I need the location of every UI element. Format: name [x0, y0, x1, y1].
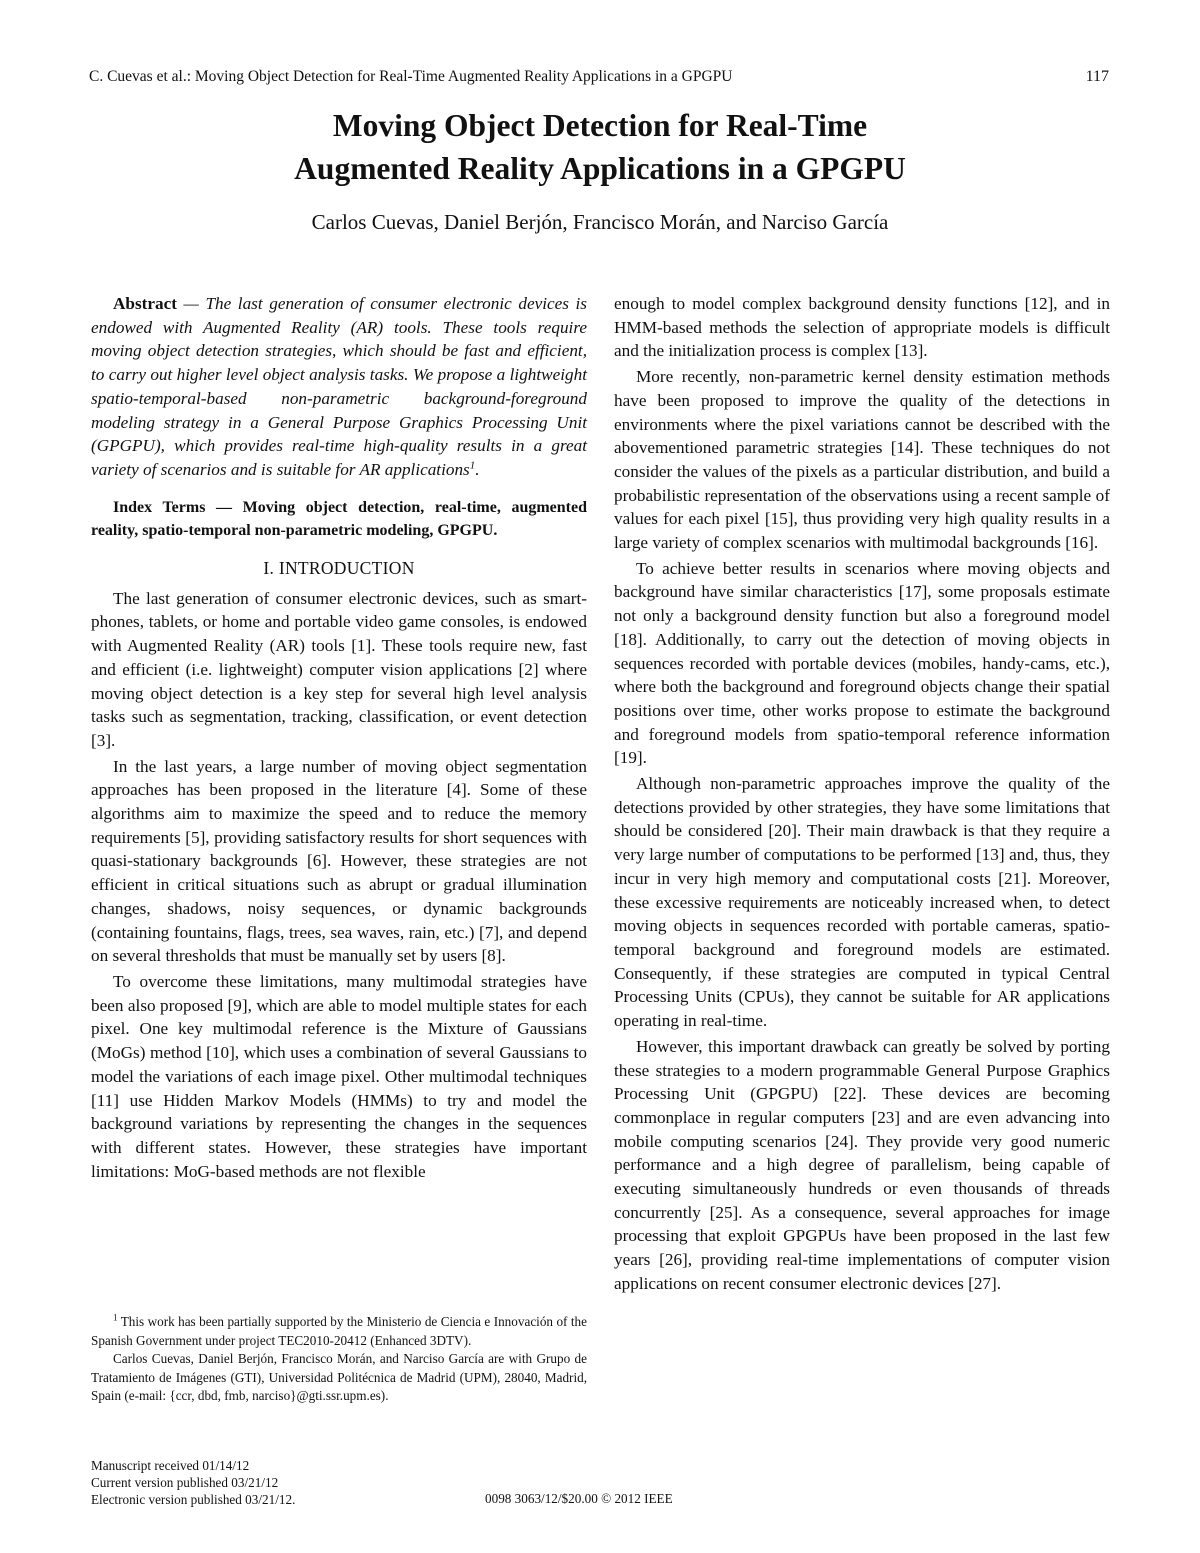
- index-terms: Index Terms — Moving object detection, real-time, augmented reality, spatio-temporal non-parametric modeling, GPGPU.: [91, 498, 587, 540]
- abstract-dash: —: [176, 294, 206, 313]
- abstract-end: .: [475, 459, 480, 479]
- section-heading-introduction: I. INTRODUCTION: [263, 558, 415, 579]
- body-paragraph: In the last years, a large number of moving object segmentation approaches has been proposed in the literature [4]. Some of these algorithms aim to maximize the speed and to reduce the memory requirements [5], providing satisfactory results for short sequences with quasi-stationary backgrounds [6]. However, these strategies are not efficient in critical situations such as abrupt or gradual illumination changes, shadows, noisy sequences, or dynamic backgrounds (containing fountains, flags, trees, sea waves, rain, etc.) [7], and depend on several thresholds that must be manually set by users [8].: [91, 756, 587, 966]
- body-paragraph: To achieve better results in scenarios where moving objects and background have similar characteristics [17], some proposals estimate not only a background density function but also a foreground model [18]. Additionally, to carry out the detection of moving objects in sequences recorded with portable devices (mobiles, handy-cams, etc.), where both the background and foreground objects change their spatial positions over time, other works propose to estimate the background and foreground models from spatio-temporal reference information [19].: [614, 558, 1110, 768]
- copyright-line: 0098 3063/12/$20.00 © 2012 IEEE: [485, 1491, 673, 1506]
- page-number: 117: [1085, 68, 1109, 85]
- abstract-label: Abstract: [113, 294, 177, 313]
- footnote-affiliation: Carlos Cuevas, Daniel Berjón, Francisco Morán, and Narciso García are with Grupo de Tratamiento de Imágenes (GTI), Universidad Politécnica de Madrid (UPM), 28040, Madrid, Spain (e-mail: {ccr, dbd, fmb, narciso}@gti.ssr.upm.es).: [91, 1351, 587, 1403]
- body-paragraph: However, this important drawback can greatly be solved by porting these strategies to a modern programmable General Purpose Graphics Processing Unit (GPGPU) [22]. These devices are becoming commonplace in regular computers [23] and are even advancing into mobile computing scenarios [24]. They provide very good numeric performance and a high degree of parallelism, being capable of executing simultaneously hundreds or even thousands of threads concurrently [25]. As a consequence, several approaches for image processing that exploit GPGPUs have been proposed in the last few years [26], providing real-time implementations of computer vision applications on recent consumer electronic devices [27].: [614, 1036, 1110, 1293]
- author-list: Carlos Cuevas, Daniel Berjón, Francisco Morán, and Narciso García: [311, 210, 889, 234]
- left-column: [91, 292, 587, 1183]
- right-column: [614, 292, 1110, 1296]
- running-head: [89, 68, 1109, 90]
- running-head-text: C. Cuevas et al.: Moving Object Detection for Real-Time Augmented Reality Applications in a GPGPU: [89, 68, 733, 85]
- body-paragraph: enough to model complex background density functions [12], and in HMM-based methods the selection of appropriate models is difficult and the initialization process is complex [13].: [614, 294, 1110, 361]
- paper-title: [0, 104, 1200, 190]
- abstract-footnote-mark: 1: [469, 459, 476, 472]
- footnote-1-text: This work has been partially supported by the Ministerio de Ciencia e Innovación of the Spanish Government under project TEC2010-20412 (Enhanced 3DTV).: [91, 1314, 587, 1348]
- abstract: [91, 292, 587, 482]
- body-paragraph: The last generation of consumer electronic devices, such as smart-phones, tablets, or home and portable video game consoles, is endowed with Augmented Reality (AR) tools [1]. These tools require new, fast and efficient (i.e. lightweight) computer vision applications [2] where moving object detection is a key step for several high level analysis tasks such as segmentation, tracking, classification, or event detection [3].: [91, 588, 587, 750]
- footnotes: [91, 1313, 587, 1406]
- body-paragraph: To overcome these limitations, many multimodal strategies have been also proposed [9], which are able to model multiple states for each pixel. One key multimodal reference is the Mixture of Gaussians (MoGs) method [10], which uses a combination of several Gaussians to model the variations of each image pixel. Other multimodal techniques [11] use Hidden Markov Models (HMMs) to try and model the background variations by representing the changes in the sequences with different states. However, these strategies have important limitations: MoG-based methods are not flexible: [91, 971, 587, 1181]
- footnote-mark: 1: [113, 1312, 118, 1323]
- title-line-2: Augmented Reality Applications in a GPGPU: [294, 151, 906, 186]
- publication-info: [91, 1457, 391, 1508]
- body-paragraph: More recently, non-parametric kernel density estimation methods have been proposed to improve the quality of the detections in environments where the pixel variations cannot be described with the abovementioned parametric strategies [14]. These techniques do not consider the values of the pixels as a particular distribution, and build a probabilistic representation of the observations using a recent sample of values for each pixel [15], thus providing very high quality results in a large variety of complex scenarios with multimodal backgrounds [16].: [614, 367, 1110, 553]
- electronic-version: Electronic version published 03/21/12.: [91, 1492, 296, 1507]
- body-paragraph: Although non-parametric approaches improve the quality of the detections provided by other strategies, they have some limitations that should be considered [20]. Their main drawback is that they require a very large number of computations to be performed [13] and, thus, they incur in very high memory and computational costs [21]. Moreover, these excessive requirements are noticeably increased when, to detect moving objects in sequences recorded with portable cameras, spatio-temporal background and foreground models are estimated. Consequently, if these strategies are computed in typical Central Processing Units (CPUs), they cannot be suitable for AR applications operating in real-time.: [614, 774, 1110, 1031]
- current-version: Current version published 03/21/12: [91, 1475, 279, 1490]
- manuscript-received: Manuscript received 01/14/12: [91, 1458, 250, 1473]
- abstract-text: The last generation of consumer electronic devices is endowed with Augmented Reality (AR) tools. These tools require moving object detection strategies, which should be fast and efficient, to carry out higher level object analysis tasks. We propose a lightweight spatio-temporal-based non-parametric background-foreground modeling strategy in a General Purpose Graphics Processing Unit (GPGPU), which provides real-time high-quality results in a great variety of scenarios and is suitable for AR applications: [91, 294, 587, 479]
- footnote-1: [91, 1313, 587, 1350]
- title-line-1: Moving Object Detection for Real-Time: [332, 108, 868, 143]
